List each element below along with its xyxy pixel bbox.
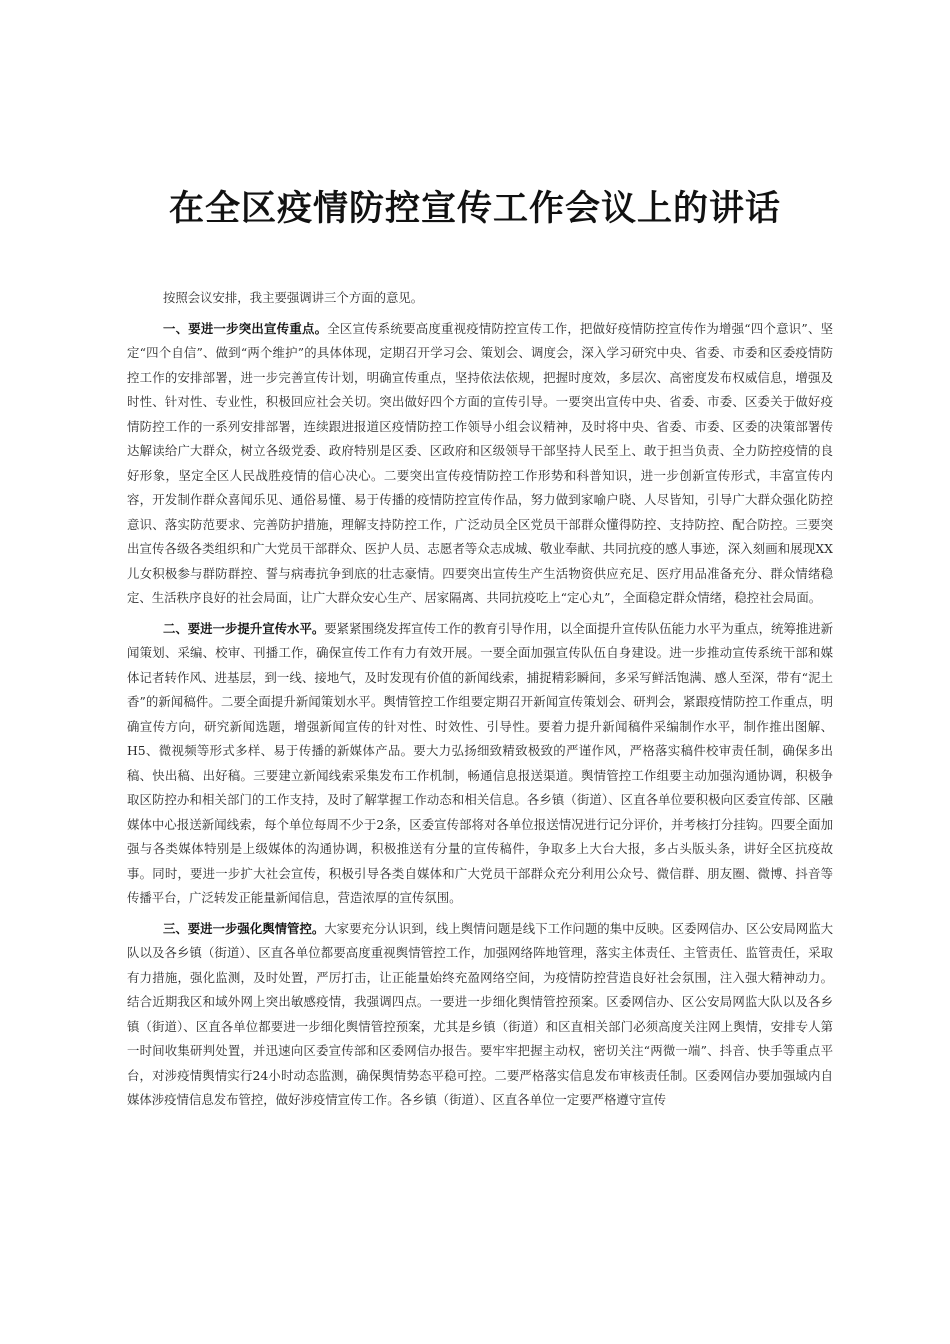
intro-paragraph: 按照会议安排，我主要强调讲三个方面的意见。 bbox=[162, 290, 424, 305]
section-paragraph-3 bbox=[127, 917, 833, 1113]
section-heading-2: 二、要进一步提升宣传水平。 bbox=[162, 620, 325, 636]
section-paragraph-2 bbox=[127, 617, 833, 911]
document-title: 在全区疫情防控宣传工作会议上的讲话 bbox=[168, 189, 781, 229]
section-paragraph-1 bbox=[127, 317, 833, 611]
section-heading-1: 一、要进一步突出宣传重点。 bbox=[162, 320, 328, 336]
section-text-2: 要紧紧围绕发挥宣传工作的教育引导作用，以全面提升宣传队伍能力水平为重点，统筹推进新闻策划、采编、校审、刊播工作，确保宣传工作有力有效开展。一要全面加强宣传队伍自身建设。进一步推动宣传系统干部和媒体记者转作风、进基层，到一线、接地气，及时发现有价值的新闻线索，捕捉精彩瞬间，多采写鲜活饱满、感人至深，带有“泥土香”的新闻稿件。二要全面提升新闻策划水平。舆情管控工作组要定期召开新闻宣传策划会、研判会，紧跟疫情防控工作重点，明确宣传方向，研究新闻选题，增强新闻宣传的针对性、时效性、引导性。要着力提升新闻稿件采编制作水平，制作推出图解、H5、微视频等形式多样、易于传播的新媒体产品。要大力弘扬细致精致极致的严谨作风，严格落实稿件校审责任制，确保多出稿、快出稿、出好稿。三要建立新闻线索采集发布工作机制，畅通信息报送渠道。舆情管控工作组要主动加强沟通协调，积极争取区防控办和相关部门的工作支持，及时了解掌握工作动态和相关信息。各乡镇（街道）、区直各单位要积极向区委宣传部、区融媒体中心报送新闻线索，每个单位每周不少于2条，区委宣传部将对各单位报送情况进行记分评价，并考核打分挂钩。四要全面加强与各类媒体特别是上级媒体的沟通协调，积极推送有分量的宣传稿件，争取多上大台大报，多占头版头条，讲好全区抗疫故事。同时，要进一步扩大社会宣传，积极引导各类自媒体和广大党员干部群众充分利用公众号、微信群、朋友圈、微博、抖音等传播平台，广泛转发正能量新闻信息，营造浓厚的宣传氛围。 bbox=[127, 620, 834, 905]
section-heading-3: 三、要进一步强化舆情管控。 bbox=[162, 920, 325, 936]
document-body bbox=[127, 286, 833, 1119]
section-text-3: 大家要充分认识到，线上舆情问题是线下工作问题的集中反映。区委网信办、区公安局网监大队以及各乡镇（街道）、区直各单位都要高度重视舆情管控工作，加强网络阵地管理，落实主体责任、主管责任、监管责任，采取有力措施，强化监测，及时处置，严厉打击，让正能量始终充盈网络空间，为疫情防控营造良好社会氛围，注入强大精神动力。结合近期我区和域外网上突出敏感疫情，我强调四点。一要进一步细化舆情管控预案。区委网信办、区公安局网监大队以及各乡镇（街道）、区直各单位都要进一步细化舆情管控预案，尤其是乡镇（街道）和区直相关部门必须高度关注网上舆情，安排专人第一时间收集研判处置，并迅速向区委宣传部和区委网信办报告。要牢牢把握主动权，密切关注“两微一端”、抖音、快手等重点平台，对涉疫情舆情实行24小时动态监测，确保舆情势态平稳可控。二要严格落实信息发布审核责任制。区委网信办要加强域内自媒体涉疫情信息发布管控，做好涉疫情宣传工作。各乡镇（街道）、区直各单位一定要严格遵守宣传 bbox=[127, 920, 834, 1107]
section-text-1: 全区宣传系统要高度重视疫情防控宣传工作，把做好疫情防控宣传作为增强“四个意识”、坚定“四个自信”、做到“两个维护”的具体体现，定期召开学习会、策划会、调度会，深入学习研究中央、省委、市委和区委疫情防控工作的安排部署，进一步完善宣传计划，明确宣传重点，坚持依法依规，把握时度效，多层次、高密度发布权威信息，增强及时性、针对性、专业性，积极回应社会关切。突出做好四个方面的宣传引导。一要突出宣传中央、省委、市委、区委关于做好疫情防控工作的一系列安排部署，连续跟进报道区疫情防控工作领导小组会议精神，及时将中央、省委、市委、区委的决策部署传达解读给广大群众，树立各级党委、政府特别是区委、区政府和区级领导干部坚持人民至上、敢于担当负责、全力防控疫情的良好形象，坚定全区人民战胜疫情的信心决心。二要突出宣传疫情防控工作形势和科普知识，进一步创新宣传形式，丰富宣传内容，开发制作群众喜闻乐见、通俗易懂、易于传播的疫情防控宣传作品，努力做到家喻户晓、人尽皆知，引导广大群众强化防控意识、落实防范要求、完善防护措施，理解支持防控工作，广泛动员全区党员干部群众懂得防控、支持防控、配合防控。三要突出宣传各级各类组织和广大党员干部群众、医护人员、志愿者等众志成城、敬业奉献、共同抗疫的感人事迹，深入刻画和展现XX儿女积极参与群防群控、誓与病毒抗争到底的壮志豪情。四要突出宣传生产生活物资供应充足、医疗用品准备充分、群众情绪稳定、生活秩序良好的社会局面，让广大群众安心生产、居家隔离、共同抗疫吃上“定心丸”，全面稳定群众情绪，稳控社会局面。 bbox=[127, 320, 834, 605]
